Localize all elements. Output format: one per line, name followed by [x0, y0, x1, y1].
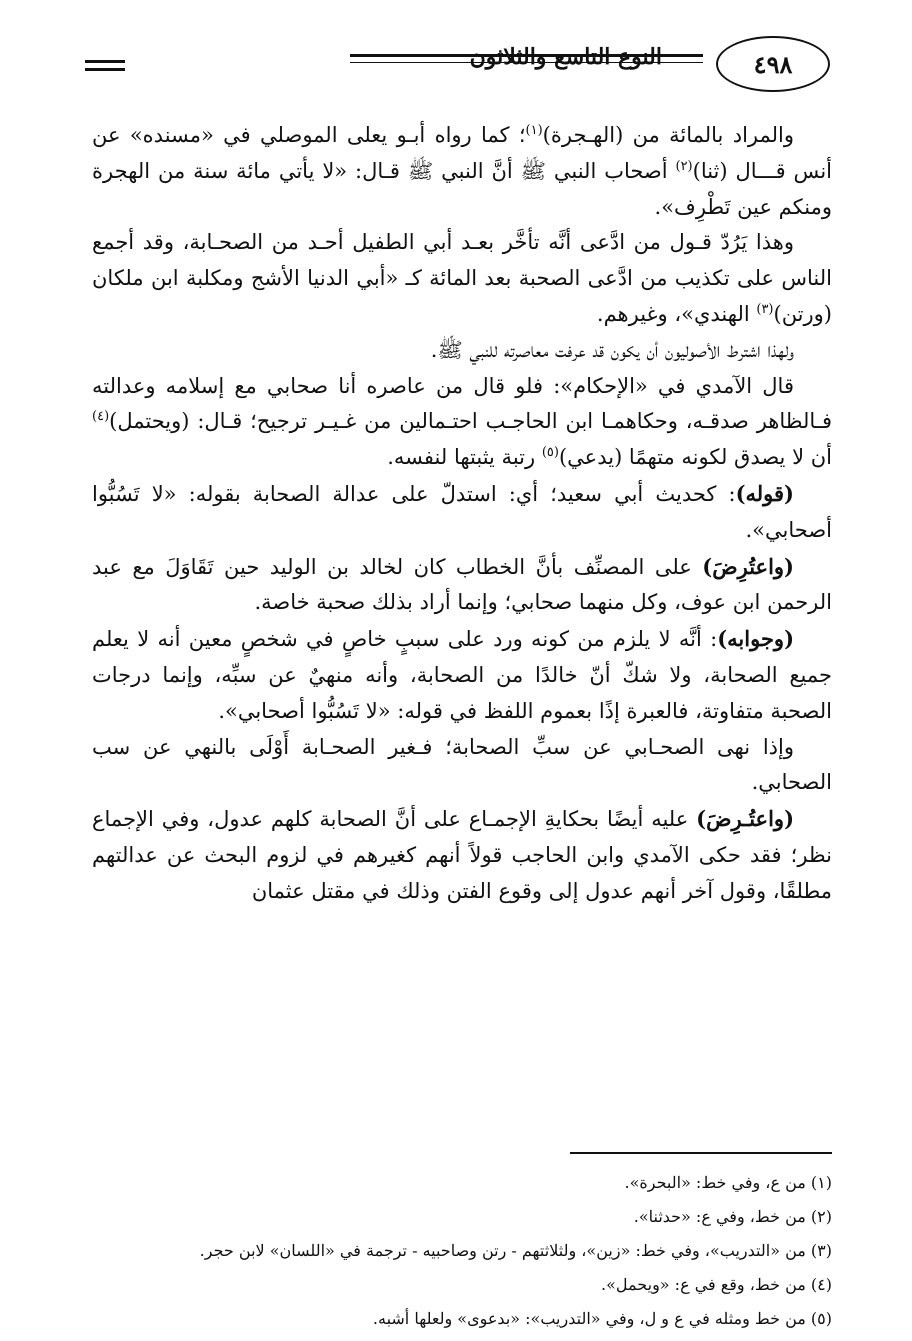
paragraph [92, 801, 832, 909]
footnote: (٣) من «التدريب»، وفي خط: «زين»، ولثلاثتهم - رتن وصاحبيه - ترجمة في «اللسان» لابن حجر. [199, 1241, 832, 1260]
footnote: (٤) من خط، وقع في ع: «ويحمل». [601, 1275, 832, 1294]
footnote-marker: (٤) [92, 409, 110, 425]
bold-keyword: (واعتُـرِضَ) [696, 806, 794, 832]
text-run: أصحاب النبي ﷺ أنَّ النبي ﷺ قـال: «لا يأتي مائة سنة من الهجرة ومنكم عين تَطْرِف». [92, 158, 832, 219]
bold-keyword: (وجوابه) [717, 626, 794, 652]
text-run: على المصنِّف بأنَّ الخطاب كان لخالد بن الوليد حين تَقَاوَلَ مع عبد الرحمن ابن عوف، وكل منهما صحابي؛ وإنما أراد بذلك صحبة خاصة. [92, 554, 832, 615]
footnote-marker: (١) [525, 123, 543, 138]
footnote-marker: (٣) [756, 301, 774, 317]
text-run: وإذا نهى الصحـابي عن سبِّ الصحابة؛ فـغير الصحـابة أَوْلَى بالنهي عن سب الصحابي. [92, 734, 832, 795]
paragraph [92, 621, 832, 729]
text-run: : كحديث أبي سعيد؛ أي: استدلّ على عدالة الصحابة بقوله: «لا تَسُبُّوا أصحابي». [92, 481, 832, 542]
footnotes [92, 1166, 832, 1336]
page-header [85, 30, 832, 100]
paragraph [92, 369, 832, 476]
header-rule-left-top [85, 60, 125, 63]
text-run: ولهذا اشترط الأصوليون أن يكون قد عرفت معاصرته للنبي ﷺ. [430, 337, 794, 362]
text-run: الهندي»، وغيرهم. [596, 301, 757, 326]
body-text [92, 118, 832, 910]
text-run: أن لا يصدق لكونه متهمًا (يدعي) [558, 445, 832, 470]
page-number: ٤٩٨ [716, 36, 830, 92]
bold-keyword: (قوله) [735, 480, 794, 506]
text-run: والمراد بالمائة من (الهـجرة) [542, 123, 795, 147]
paragraph [92, 730, 832, 802]
text-run: عليه أيضًا بحكايةِ الإجمـاع على أنَّ الصحابة كلهم عدول، وفي الإجماع نظر؛ فقد حكى الآمدي وابن الحاجب قولاً أنهم كغيرهم في لزوم البحث عن عدالتهم مطلقًا، وقول آخر أنهم عدول إلى وقوع الفتن وذلك في مقتل عثمان [92, 807, 832, 903]
footnote-marker: (٢) [675, 158, 693, 174]
footnote: (٥) من خط ومثله في ع و ل، وفي «التدريب»: «بدعوى» ولعلها أشبه. [372, 1309, 832, 1328]
paragraph [92, 476, 832, 549]
header-rule-left-bottom [85, 68, 125, 71]
paragraph [92, 118, 832, 225]
text-run: ؛ كما رواه أبـو يعلى الموصلي في «مسنده» عن أنس قـــال (ثنا) [92, 123, 832, 183]
footnote-marker: (٥) [541, 445, 559, 461]
bold-keyword: (واعتُرِضَ) [702, 553, 794, 579]
paragraph [92, 549, 832, 622]
text-run: : أنَّه لا يلزم من كونه ورد على سببٍ خاصٍ في شخصٍ معين أنه لا يعلم جميع الصحابة، ولا شكّ أنّ خالدًا من الصحابة، وأنه منهيٌ عن سبِّه، وإنما درجات الصحبة متفاوتة، فالعبرة إذًا بعموم اللفظ في قوله: «لا تَسُبُّوا أصحابي». [92, 627, 832, 723]
text-run: وهذا يَرُدّ قـول من ادَّعى أنَّه تأخَّر بعـد أبي الطفيل أحـد من الصحـابة، وقد أجمع الناس على تكذيب من ادَّعى الصحبة بعد المائة كـ «أبي الدنيا الأشج ومكلبة ابن ملكان (ورتن) [92, 230, 832, 326]
running-title: النوع التاسع والثلاثون [469, 44, 662, 70]
text-run: قال الآمدي في «الإحكام»: فلو قال من عاصره أنا صحابي مع إسلامه وعدالته فـالظاهر صدقـه، وحكاهمـا ابن الحاجـب احتـمالين من غـيـر ترجيح؛ قـال: (ويحتمل) [92, 373, 832, 434]
footnote: (١) من ع، وفي خط: «البحرة». [624, 1173, 832, 1192]
footnote-separator [570, 1152, 832, 1154]
text-run: رتبة يثبتها لنفسه. [387, 445, 542, 470]
paragraph [92, 333, 832, 369]
footnote: (٢) من خط، وفي ع: «حدثنا». [633, 1207, 832, 1226]
paragraph [92, 225, 832, 332]
